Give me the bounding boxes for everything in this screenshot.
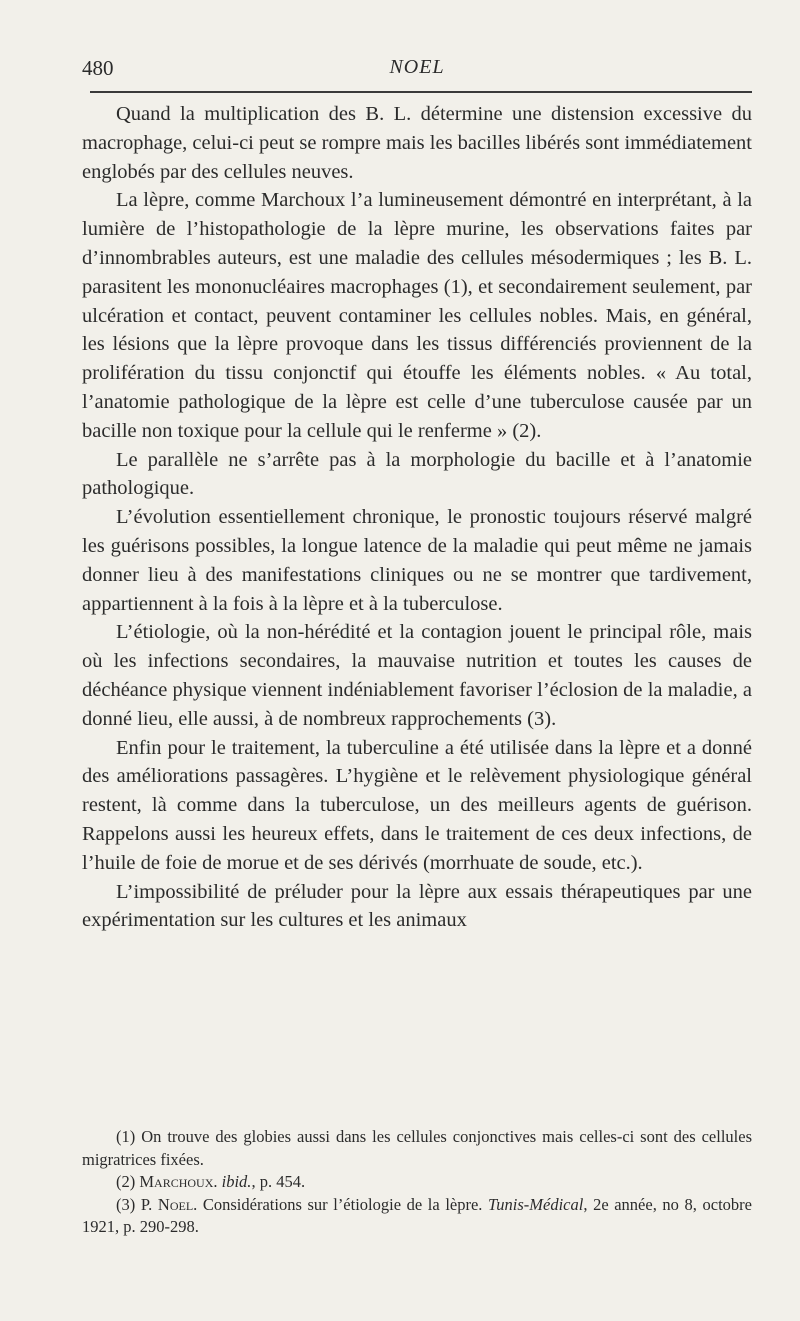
footnote-1: (1) On trouve des globies aussi dans les cellules conjonctives mais celles-ci sont des cellules migratrices fixées. (82, 1127, 752, 1169)
page-number: 480 (82, 56, 114, 80)
page-header (82, 56, 752, 84)
footnote-2-ibid: ibid. (221, 1172, 252, 1191)
footnote-3-details: , 2e année, no 8, octobre 1921, p. 290-298. (82, 1194, 752, 1236)
paragraph: L’impossibilité de préluder pour la lèpre aux essais thérapeutiques par une expérimentation sur les cultures et les animaux (82, 880, 752, 932)
paragraph: Le parallèle ne s’arrête pas à la morphologie du bacille et à l’anatomie pathologique. (82, 448, 752, 500)
paragraph: Enfin pour le traitement, la tuberculine a été utilisée dans la lèpre et a donné des améliorations passagères. L’hygiène et le relèvement physiologique général restent, là comme dans la tuberculose, un des meilleurs agents de guérison. Rappelons aussi les heureux effets, dans le traitement de ces deux infections, de l’huile de foie de morue et de ses dérivés (morrhuate de soude, etc.). (82, 736, 752, 874)
footnote-2 (82, 1171, 752, 1194)
footnote-2-marker: (2) (116, 1172, 140, 1191)
footnotes (82, 1126, 752, 1239)
footnote-3-title: . Considérations sur l’étiologie de la lèpre. (193, 1194, 489, 1214)
footnote-3-author: Noel (157, 1194, 194, 1214)
header-rule (90, 91, 752, 93)
paragraph: L’évolution essentiellement chronique, le pronostic toujours réservé malgré les guérisons possibles, la longue latence de la maladie qui peut même ne jamais donner lieu à des manifestations cliniques ou ne se montrer que tardivement, appartiennent à la fois à la lèpre et à la tuberculose. (82, 506, 752, 615)
running-head: NOEL (389, 56, 445, 78)
paragraph: Quand la multiplication des B. L. détermine une distension excessive du macrophage, celui-ci peut se rompre mais les bacilles libérés sont immédiatement englobés par des cellules neuves. (82, 103, 753, 183)
paragraph: L’étiologie, où la non-hérédité et la contagion jouent le principal rôle, mais où les infections secondaires, la mauvaise nutrition et toutes les causes de déchéance physique viennent indéniablement favoriser l’éclosion de la maladie, a donné lieu, elle aussi, à de nombreux rapprochements (3). (82, 621, 752, 730)
footnote-3-marker: (3) P. (116, 1194, 158, 1214)
paragraph: La lèpre, comme Marchoux l’a lumineusement démontré en interprétant, à la lumière de l’histopathologie de la lèpre murine, les observations faites par d’innombrables auteurs, est une maladie des cellules mésodermiques ; les B. L. parasitent les mononucléaires macrophages (1), et secondairement seulement, par ulcération et contact, peuvent contaminer les cellules nobles. Mais, en général, les lésions que la lèpre provoque dans les tissus différenciés proviennent de la prolifération du tissu conjonctif qui étouffe les éléments nobles. « Au total, l’anatomie pathologique de la lèpre est celle d’une tuberculose causée par un bacille non toxique pour la cellule qui le renferme » (2). (82, 189, 752, 442)
footnote-2-sep: . (213, 1172, 222, 1191)
footnote-3-journal: Tunis-Médical (488, 1194, 584, 1214)
footnote-2-author: Marchoux (139, 1172, 214, 1191)
footnote-2-page: , p. 454. (251, 1172, 306, 1191)
body-text (82, 100, 752, 935)
footnote-3 (82, 1194, 752, 1239)
